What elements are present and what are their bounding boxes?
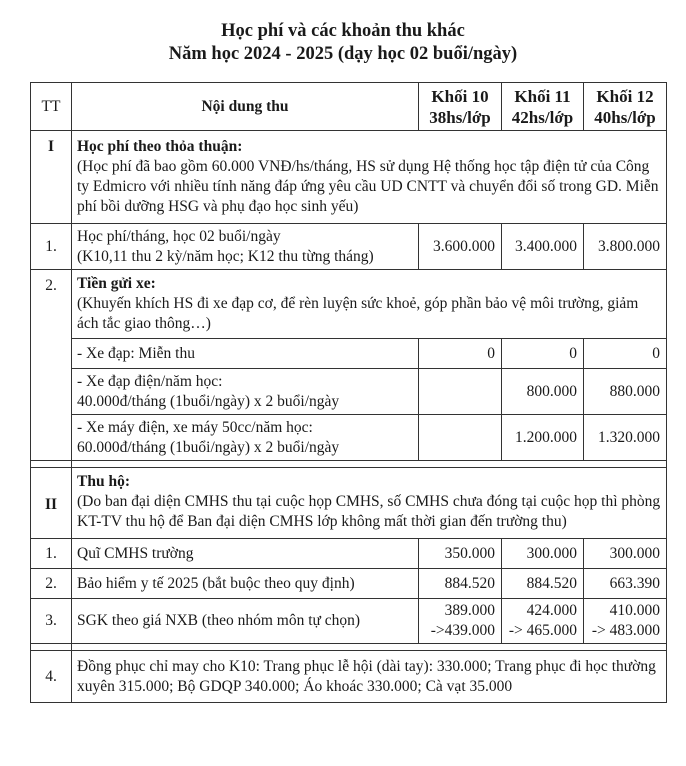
section-ii-note: (Do ban đại diện CMHS thu tại cuộc họp CMHS, số CMHS chưa đóng tại cuộc họp thì phòng KT-TV thu hộ để Ban đại diện CMHS lớp không mất thời gian đến trường thu) [77,493,661,530]
row-label: Học phí/tháng, học 02 buổi/ngày (K10,11 thu 2 kỳ/năm học; K12 thu từng tháng) [72,224,419,270]
section-i-content [72,131,667,224]
header-k12: Khối 12 40hs/lớp [584,83,667,131]
header-k10: Khối 10 38hs/lớp [419,83,502,131]
table-header-row [31,83,667,131]
header-content: Nội dung thu [72,83,419,131]
cell-k10: 389.000 ->439.000 [419,599,502,644]
row-label: Bảo hiểm y tế 2025 (bắt buộc theo quy định) [72,569,419,599]
cell-k11: 0 [502,339,584,369]
row-index: 1. [31,224,72,270]
uniform-text: Đồng phục chỉ may cho K10: Trang phục lễ hội (dài tay): 330.000; Trang phục đi học thường xuyên 315.000; Bộ GDQP 340.000; Áo khoác 330.000; Cà vạt 35.000 [72,651,667,703]
spacer-row [31,461,667,468]
cell-k11: 300.000 [502,539,584,569]
section-ii-heading: Thu hộ: [77,473,130,490]
section-ii-index: II [31,468,72,539]
row-index: 2. [31,569,72,599]
section-i-index: I [31,131,72,224]
row-label: - Xe đạp điện/năm học: 40.000đ/tháng (1buổi/ngày) x 2 buổi/ngày [72,369,419,415]
cell-k12: 0 [584,339,667,369]
cell-k12: 410.000 -> 483.000 [584,599,667,644]
row-index: 3. [31,599,72,644]
section-i-heading: Học phí theo thỏa thuận: [77,138,243,155]
table-row [31,224,667,270]
parking-content [72,270,667,339]
parking-heading: Tiền gửi xe: [77,275,156,292]
table-row [31,599,667,644]
parking-heading-row [31,270,667,339]
fee-table [30,82,667,703]
spacer-row [31,644,667,651]
row-index: 2. [31,270,72,461]
cell-k11: 424.000 -> 465.000 [502,599,584,644]
section-ii-row [31,468,667,539]
cell-k10 [419,415,502,461]
cell-k11: 800.000 [502,369,584,415]
cell-k12: 663.390 [584,569,667,599]
section-i-note: (Học phí đã bao gồm 60.000 VNĐ/hs/tháng, HS sử dụng Hệ thống học tập điện tử của Công ty Edmicro với nhiều tính năng đáp ứng yêu cầu UD CNTT và chuyển đổi số trong GD. Miễn phí bồi dưỡng HSG và phụ đạo học sinh yếu) [77,158,659,215]
table-row [31,539,667,569]
cell-k12: 3.800.000 [584,224,667,270]
cell-k10: 0 [419,339,502,369]
cell-k12: 1.320.000 [584,415,667,461]
cell-k11: 3.400.000 [502,224,584,270]
row-index: 4. [31,651,72,703]
cell-k10: 350.000 [419,539,502,569]
cell-k10: 884.520 [419,569,502,599]
row-index: 1. [31,539,72,569]
header-k11: Khối 11 42hs/lớp [502,83,584,131]
table-row [31,369,667,415]
cell-k10 [419,369,502,415]
section-ii-content [72,468,667,539]
cell-k12: 300.000 [584,539,667,569]
row-label: - Xe máy điện, xe máy 50cc/năm học: 60.000đ/tháng (1buổi/ngày) x 2 buổi/ngày [72,415,419,461]
parking-note: (Khuyến khích HS đi xe đạp cơ, để rèn luyện sức khoẻ, góp phần bảo vệ môi trường, giảm ách tắc giao thông…) [77,295,639,332]
cell-k11: 1.200.000 [502,415,584,461]
cell-k10: 3.600.000 [419,224,502,270]
section-i-row [31,131,667,224]
header-tt: TT [31,83,72,131]
cell-k11: 884.520 [502,569,584,599]
row-label: SGK theo giá NXB (theo nhóm môn tự chọn) [72,599,419,644]
table-row [31,569,667,599]
cell-k12: 880.000 [584,369,667,415]
page-title: Học phí và các khoản thu khác [221,21,465,41]
table-row [31,339,667,369]
row-label: - Xe đạp: Miễn thu [72,339,419,369]
table-row [31,415,667,461]
table-row [31,651,667,703]
page-subtitle: Năm học 2024 - 2025 (dạy học 02 buổi/ngày) [168,44,518,64]
row-label: Quĩ CMHS trường [72,539,419,569]
